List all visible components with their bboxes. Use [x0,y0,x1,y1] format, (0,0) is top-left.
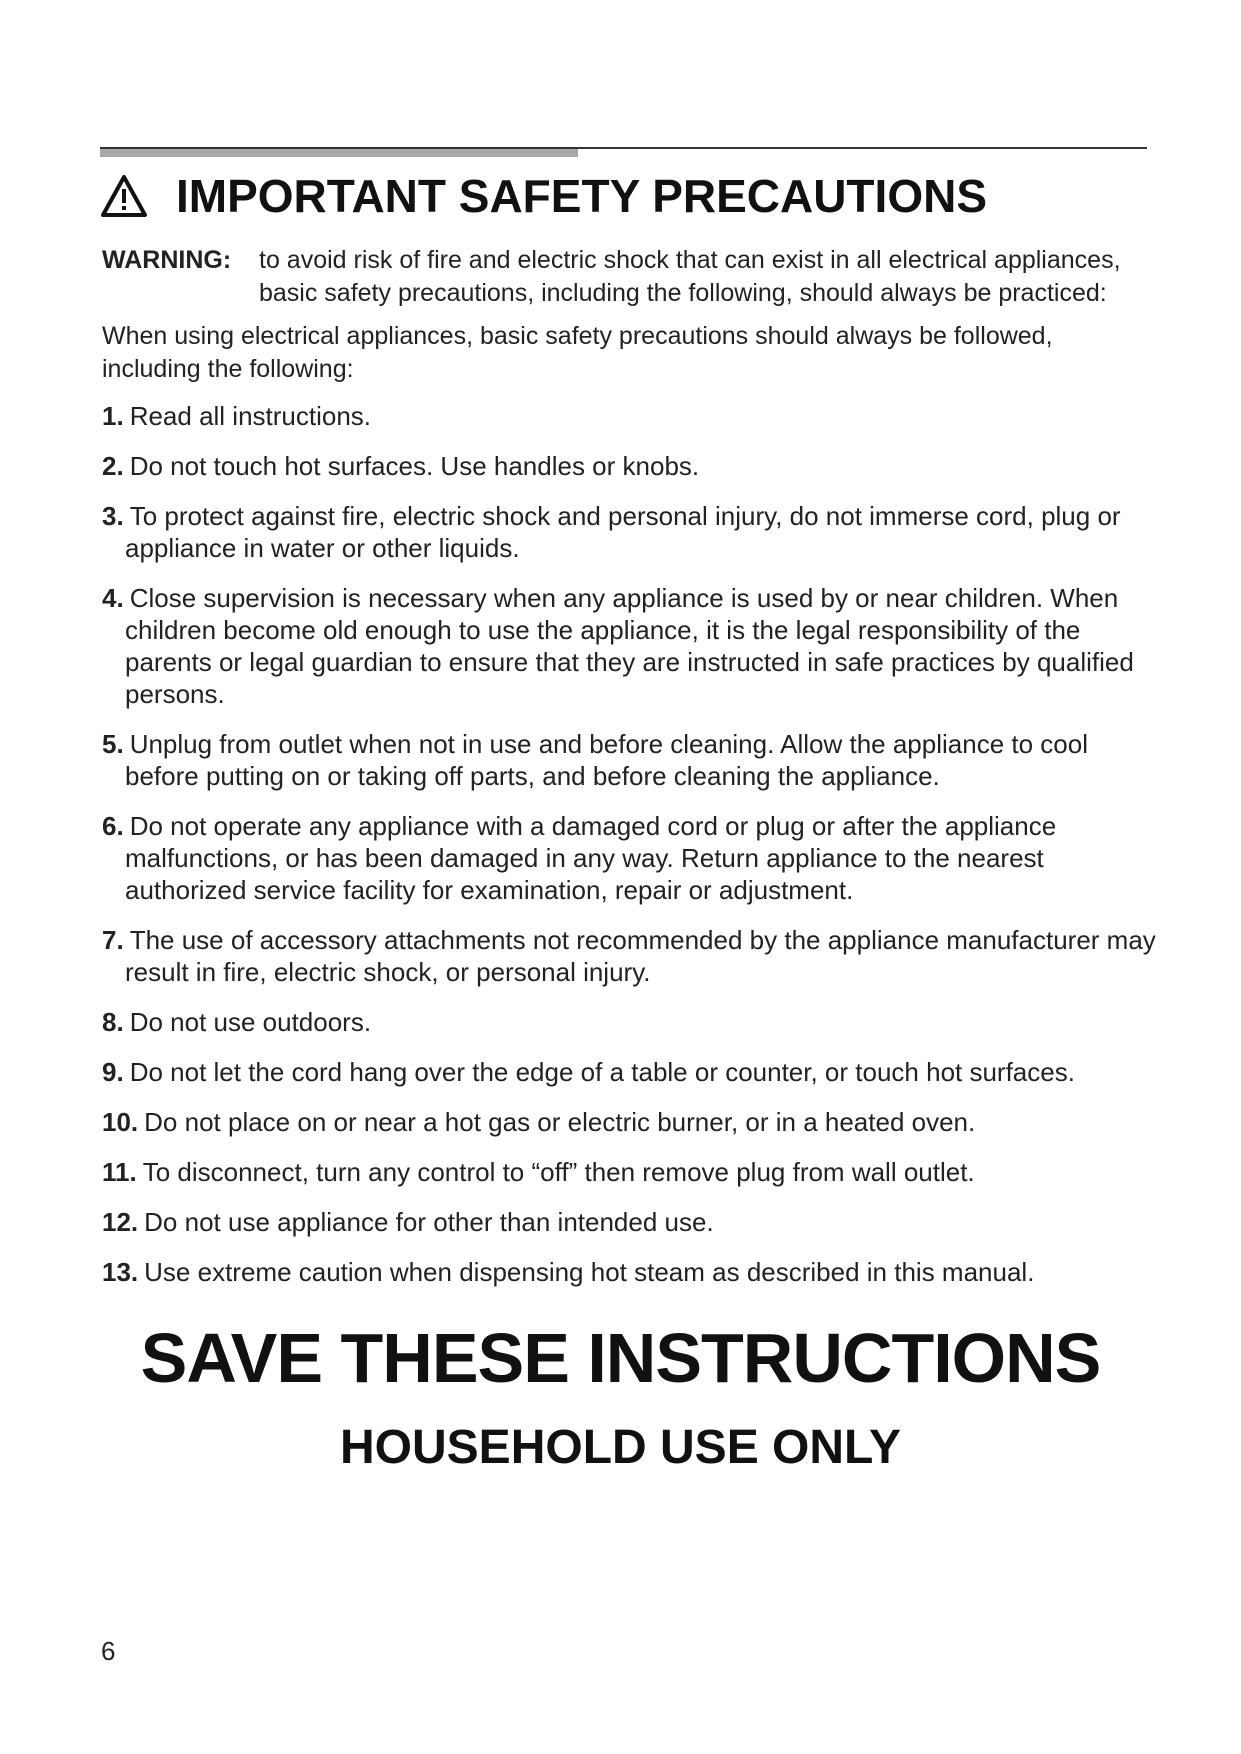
save-instructions-title: SAVE THESE INSTRUCTIONS [140,1319,1101,1397]
list-item [102,1156,1162,1188]
item-text: Do not let the cord hang over the edge of a table or counter, or touch hot surfaces. [129,1057,1075,1087]
item-text: Do not use outdoors. [129,1007,372,1037]
list-item [102,1006,1162,1038]
item-number: 5. [102,729,124,759]
page-heading [100,168,987,224]
list-item [102,1256,1162,1288]
list-item [102,810,1162,906]
item-text: Unplug from outlet when not in use and before cleaning. Allow the appliance to cool before putting on or taking off parts, and before cleaning the appliance. [125,729,1088,791]
page-title: IMPORTANT SAFETY PRECAUTIONS [176,170,987,222]
list-item [102,924,1162,988]
item-number: 3. [102,501,124,531]
item-text: Read all instructions. [129,401,372,431]
warning-triangle-icon [100,174,148,218]
item-text: Do not touch hot surfaces. Use handles or knobs. [129,451,700,481]
list-item [102,1056,1162,1088]
item-text: Use extreme caution when dispensing hot steam as described in this manual. [144,1257,1035,1287]
item-number: 2. [102,451,124,481]
item-text: Do not place on or near a hot gas or electric burner, or in a heated oven. [144,1107,976,1137]
warning-label: WARNING: [102,246,232,274]
item-text: To disconnect, turn any control to “off” then remove plug from wall outlet. [142,1157,975,1187]
list-item [102,728,1162,792]
list-item [102,582,1162,710]
list-item [102,400,1162,432]
precautions-list [102,400,1162,1288]
item-number: 4. [102,583,124,613]
list-item [102,1206,1162,1238]
item-text: Do not use appliance for other than intended use. [144,1207,714,1237]
header-rule [100,147,1147,149]
item-text: To protect against fire, electric shock and personal injury, do not immerse cord, plug or appliance in water or other liquids. [125,501,1121,563]
item-text: Close supervision is necessary when any appliance is used by or near children. When children become old enough to use the appliance, it is the legal responsibility of the parents or legal guardian to ensure that they are instructed in safe practices by qualified persons. [125,583,1134,709]
item-number: 11. [102,1157,137,1187]
item-number: 7. [102,925,124,955]
household-use-subtitle: HOUSEHOLD USE ONLY [340,1421,901,1474]
page-number: 6 [101,1636,116,1666]
intro-paragraph: When using electrical appliances, basic safety precautions should always be followed, including the following: [102,322,1053,383]
list-item [102,450,1162,482]
item-number: 8. [102,1007,124,1037]
item-number: 6. [102,811,124,841]
item-number: 12. [102,1207,139,1237]
warning-text: to avoid risk of fire and electric shock that can exist in all electrical appliances, basic safety precautions, including the following, should always be practiced: [259,246,1121,307]
item-number: 9. [102,1057,124,1087]
item-number: 1. [102,401,124,431]
list-item [102,500,1162,564]
item-number: 13. [102,1257,139,1287]
item-number: 10. [102,1107,139,1137]
item-text: Do not operate any appliance with a damaged cord or plug or after the appliance malfunctions, or has been damaged in any way. Return appliance to the nearest authorized service facility for examination, repair or adjustment. [125,811,1057,905]
list-item [102,1106,1162,1138]
item-text: The use of accessory attachments not recommended by the appliance manufacturer may result in fire, electric shock, or personal injury. [125,925,1156,987]
